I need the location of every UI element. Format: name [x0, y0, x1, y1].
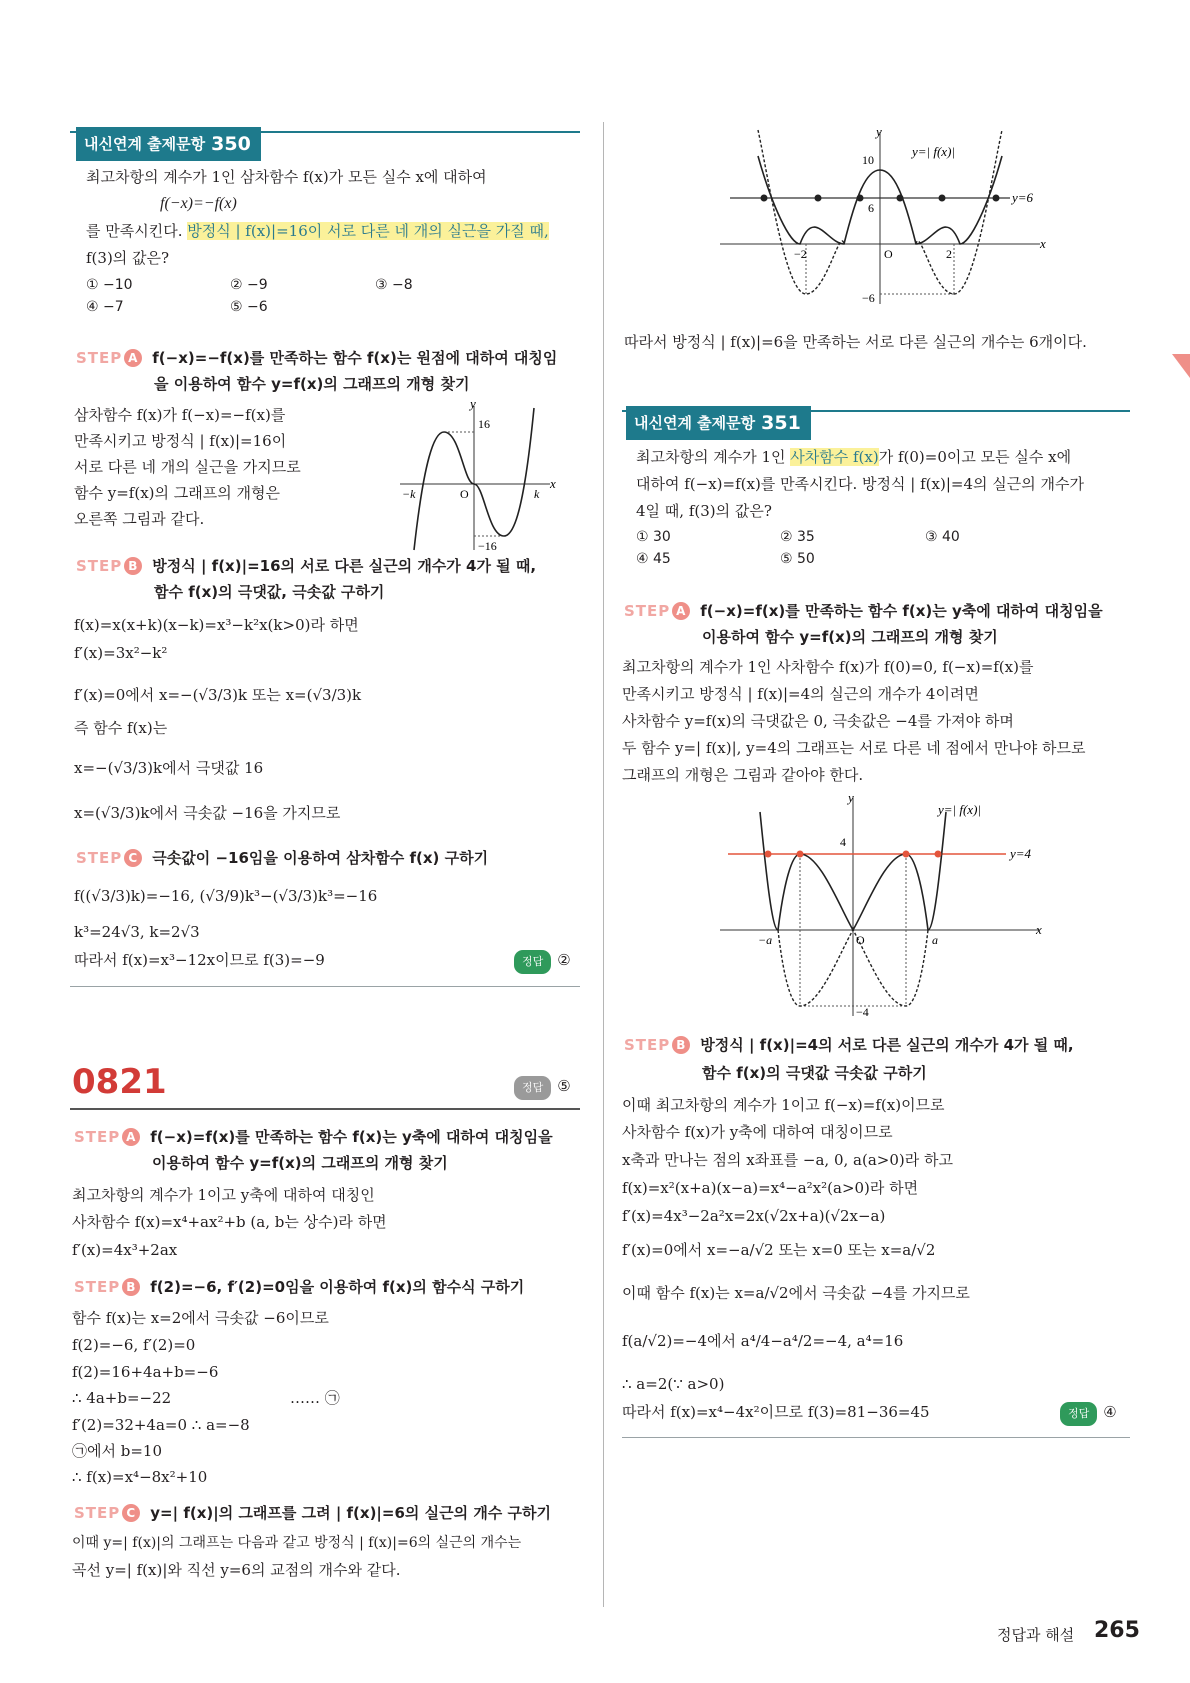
q0821-step-a-title [74, 1126, 553, 1147]
line-label: y=4 [1010, 846, 1032, 861]
q351-step-a-body-1: 최고차항의 계수가 1인 사차함수 f(x)가 f(0)=0, f(−x)=f(x)를 [622, 658, 1034, 676]
q351-step-b-title [624, 1034, 1074, 1055]
ref-tag-number: 350 [211, 133, 251, 155]
q350-step-a-body-2: 만족시키고 방정식 | f(x)|=16이 [74, 432, 287, 450]
q351-step-b-body-3: x축과 만나는 점의 x좌표를 −a, 0, a(a>0)라 하고 [622, 1151, 953, 1169]
q350-answer [514, 950, 571, 974]
intersection-point [897, 195, 904, 202]
y-axis-label: y [876, 126, 882, 139]
step-badge: STEP A [624, 602, 690, 620]
q350-step-a-body-4: 함수 y=f(x)의 그래프의 개형은 [74, 484, 280, 502]
q0821-step-c-body-1: 이때 y=| f(x)|의 그래프는 다음과 같고 방정식 | f(x)|=6의 실근의 개수는 [72, 1535, 522, 1551]
q350-step-a-body-3: 서로 다른 네 개의 실근을 가지므로 [74, 458, 301, 476]
y-axis-label: y [470, 400, 476, 411]
q351-step-b-body-4: f(x)=x²(x+a)(x−a)=x⁴−a²x²(a>0)라 하면 [622, 1179, 919, 1197]
intersection-point [993, 195, 1000, 202]
choice-2: ② −9 [230, 277, 268, 293]
q351-step-b-body-7: 이때 함수 f(x)는 x=a/√2에서 극솟값 −4를 가지므로 [622, 1284, 970, 1302]
q0821-step-b-body-6: ㉠에서 b=10 [72, 1442, 163, 1460]
choice-3: ③ 40 [925, 529, 960, 545]
q0821-step-a-body-3: f′(x)=4x³+2ax [72, 1241, 178, 1259]
footer-label: 정답과 해설 [997, 1626, 1075, 1644]
step-title: f(2)=−6, f′(2)=0임을 이용하여 f(x)의 함수식 구하기 [150, 1278, 525, 1296]
intersection-point [765, 851, 772, 858]
q351-step-a-title [624, 600, 1103, 621]
page-tab-marker [1172, 354, 1190, 378]
section-divider [70, 986, 580, 987]
intersection-point [815, 195, 822, 202]
step-title-line1: 방정식 | f(x)|=16의 서로 다른 실근의 개수가 4가 될 때, [152, 557, 537, 575]
answer-value: ⑤ [557, 1077, 571, 1095]
step-badge: STEP C [76, 849, 142, 867]
answer-badge: 정답 [514, 950, 551, 974]
origin-label: O [884, 247, 893, 261]
q351-step-a-body-3: 사차함수 y=f(x)의 극댓값은 0, 극솟값은 −4를 가져야 하며 [622, 712, 1014, 730]
choice-4: ④ 45 [636, 551, 671, 567]
tick-2: 2 [946, 247, 952, 261]
section-divider [622, 1437, 1130, 1438]
q0821-step-a-title2: 이용하여 함수 y=f(x)의 그래프의 개형 찾기 [152, 1154, 448, 1172]
q350-step-b-body-3: f′(x)=0에서 x=−(√3/3)k 또는 x=(√3/3)k [74, 686, 362, 704]
y-axis-label: y [848, 792, 854, 805]
q0821-step-c-title [74, 1502, 551, 1523]
problem-number: 0821 [72, 1062, 167, 1102]
q351-step-a-body-5: 그래프의 개형은 그림과 같아야 한다. [622, 766, 864, 784]
q0821-step-b-body-2: f(2)=−6, f′(2)=0 [72, 1336, 196, 1354]
q351-stem-highlight: 사차함수 f(x) [790, 448, 879, 466]
q0821-step-b-body-3: f(2)=16+4a+b=−6 [72, 1363, 219, 1381]
tick-minus6: −6 [862, 291, 875, 305]
q350-step-c-body-2: k³=24√3, k=2√3 [74, 923, 200, 941]
q351-stem-line3: 4일 때, f(3)의 값은? [636, 502, 772, 520]
q350-step-a-body-5: 오른쪽 그림과 같다. [74, 510, 205, 528]
q350-step-b-title [76, 555, 536, 576]
q350-step-b-body-6: x=(√3/3)k에서 극솟값 −16을 가지므로 [74, 804, 341, 822]
step-title-line1: f(−x)=f(x)를 만족하는 함수 f(x)는 y축에 대하여 대칭임을 [150, 1128, 553, 1146]
tick-10: 10 [862, 153, 874, 167]
q351-step-b-body-1: 이때 최고차항의 계수가 1이고 f(−x)=f(x)이므로 [622, 1096, 945, 1114]
abs-curve-label: y=| f(x)| [912, 144, 955, 159]
q0821-step-b-body-1: 함수 f(x)는 x=2에서 극솟값 −6이므로 [72, 1309, 329, 1327]
choice-1: ① 30 [636, 529, 671, 545]
step-badge: STEP C [74, 1504, 140, 1522]
q350-stem-equation: f(−x)=−f(x) [160, 195, 237, 212]
q350-step-a-title2: 을 이용하여 함수 y=f(x)의 그래프의 개형 찾기 [154, 375, 470, 393]
step-title: 극솟값이 −16임을 이용하여 삼차함수 f(x) 구하기 [152, 849, 489, 867]
equation-mark: …… ㉠ [290, 1389, 340, 1407]
tick-minus4: −4 [856, 1005, 869, 1018]
q351-stem-line2: 대하여 f(−x)=f(x)를 만족시킨다. 방정식 | f(x)|=4의 실근의 개수가 [636, 475, 1084, 493]
q0821-step-b-title [74, 1276, 524, 1297]
x-axis-label: x [1036, 922, 1042, 937]
q0821-step-a-body-2: 사차함수 f(x)=x⁴+ax²+b (a, b는 상수)라 하면 [72, 1213, 387, 1231]
ref-tag-350 [76, 127, 261, 161]
answer-badge: 정답 [514, 1076, 551, 1100]
column-divider [603, 122, 604, 1607]
q350-step-b-body-2: f′(x)=3x²−k² [74, 644, 168, 662]
q351-step-a-body-2: 만족시키고 방정식 | f(x)|=4의 실근의 개수가 4이려면 [622, 685, 979, 703]
q351-stem-line1-a: 최고차항의 계수가 1인 [636, 448, 791, 466]
cubic-graph [400, 400, 560, 552]
tick-minus16: −16 [478, 539, 497, 552]
q350-step-a-title [76, 347, 557, 368]
tick-minus2: −2 [794, 247, 807, 261]
intersection-point [903, 851, 910, 858]
step-title: y=| f(x)|의 그래프를 그려 | f(x)|=6의 실근의 개수 구하기 [150, 1504, 551, 1522]
origin-label: O [460, 487, 469, 501]
q350-step-a-body-1: 삼차함수 f(x)가 f(−x)=−f(x)를 [74, 406, 286, 424]
page-number: 265 [1094, 1618, 1140, 1643]
answer-value: ④ [1103, 1403, 1117, 1421]
ref-tag-prefix: 내신연계 출제문항 [84, 135, 206, 153]
step-badge: STEP A [74, 1128, 140, 1146]
q351-step-b-body-8: f(a/√2)=−4에서 a⁴/4−a⁴/2=−4, a⁴=16 [622, 1332, 904, 1350]
step-badge: STEP B [76, 557, 142, 575]
q0821-step-b-body-4: ∴ 4a+b=−22 [72, 1389, 172, 1407]
step-badge: STEP A [76, 349, 142, 367]
choice-5: ⑤ 50 [780, 551, 815, 567]
abs-quartic-graph-2 [720, 792, 1050, 1018]
q351-step-b-body-6: f′(x)=0에서 x=−a/√2 또는 x=0 또는 x=a/√2 [622, 1241, 936, 1259]
tick-a: a [932, 933, 938, 947]
tick-k: k [534, 487, 540, 501]
conclusion-0821: 따라서 방정식 | f(x)|=6을 만족하는 서로 다른 실근의 개수는 6개이다. [624, 333, 1087, 351]
tick-minus-k: −k [402, 487, 416, 501]
intersection-point [797, 851, 804, 858]
q0821-step-b-body-5: f′(2)=32+4a=0 ∴ a=−8 [72, 1416, 250, 1434]
abs-curve-label: y=| f(x)| [938, 802, 981, 817]
q0821-step-b-body-7: ∴ f(x)=x⁴−8x²+10 [72, 1468, 208, 1486]
step-title-line1: f(−x)=f(x)를 만족하는 함수 f(x)는 y축에 대하여 대칭임을 [700, 602, 1103, 620]
q350-stem-line2-plain: 를 만족시킨다. [86, 222, 188, 240]
q351-answer [1060, 1402, 1117, 1426]
answer-badge: 정답 [1060, 1402, 1097, 1426]
dashed-negative-left [758, 130, 844, 294]
line-label: y=6 [1012, 190, 1034, 205]
q350-step-b-body-4: 즉 함수 f(x)는 [74, 719, 168, 737]
step-badge: STEP B [624, 1036, 690, 1054]
choice-4: ④ −7 [86, 299, 124, 315]
q351-step-a-title2: 이용하여 함수 y=f(x)의 그래프의 개형 찾기 [702, 628, 998, 646]
q351-step-b-body-9: ∴ a=2(∵ a>0) [622, 1375, 725, 1393]
q0821-step-c-body-2: 곡선 y=| f(x)|와 직선 y=6의 교점의 개수와 같다. [72, 1561, 401, 1579]
step-badge: STEP B [74, 1278, 140, 1296]
abs-quartic-graph-1 [720, 126, 1050, 306]
q0821-step-a-body-1: 최고차항의 계수가 1이고 y축에 대하여 대칭인 [72, 1186, 375, 1204]
q351-step-b-body-5: f′(x)=4x³−2a²x=2x(√2x+a)(√2x−a) [622, 1207, 886, 1225]
q351-step-b-body-10: 따라서 f(x)=x⁴−4x²이므로 f(3)=81−36=45 [622, 1403, 930, 1421]
q350-step-c-title [76, 847, 488, 868]
ref-tag-prefix: 내신연계 출제문항 [634, 414, 756, 432]
tick-16: 16 [478, 417, 490, 431]
intersection-point [939, 195, 946, 202]
ref-tag-number: 351 [761, 412, 801, 434]
q351-step-b-title2: 함수 f(x)의 극댓값 극솟값 구하기 [702, 1064, 927, 1082]
step-title-line1: 방정식 | f(x)|=4의 서로 다른 실근의 개수가 4가 될 때, [700, 1036, 1074, 1054]
choice-3: ③ −8 [375, 277, 413, 293]
tick-4: 4 [840, 835, 846, 849]
intersection-point [761, 195, 768, 202]
q351-step-b-body-2: 사차함수 f(x)가 y축에 대하여 대칭이므로 [622, 1123, 893, 1141]
tick-minus-a: −a [758, 933, 773, 947]
q0821-answer [514, 1076, 571, 1100]
origin-label: O [856, 933, 865, 947]
answer-value: ② [557, 951, 571, 969]
x-axis-label: x [550, 476, 556, 491]
q350-step-b-body-1: f(x)=x(x+k)(x−k)=x³−k²x(k>0)라 하면 [74, 616, 359, 634]
intersection-point [935, 851, 942, 858]
q350-step-c-body-3: 따라서 f(x)=x³−12x이므로 f(3)=−9 [74, 951, 325, 969]
q351-stem-line1-b: 가 f(0)=0이고 모든 실수 x에 [878, 448, 1072, 466]
choice-5: ⑤ −6 [230, 299, 268, 315]
q351-stem-line1 [636, 447, 1071, 467]
q350-stem-line1: 최고차항의 계수가 1인 삼차함수 f(x)가 모든 실수 x에 대하여 [86, 168, 487, 186]
x-axis-label: x [1040, 236, 1046, 251]
q350-step-c-body-1: f((√3/3)k)=−16, (√3/9)k³−(√3/3)k³=−16 [74, 887, 378, 905]
choice-1: ① −10 [86, 277, 133, 293]
q350-step-b-title2: 함수 f(x)의 극댓값, 극솟값 구하기 [154, 583, 385, 601]
q350-stem-highlight: 방정식 | f(x)|=16이 서로 다른 네 개의 실근을 가질 때, [187, 222, 549, 240]
q350-step-b-body-5: x=−(√3/3)k에서 극댓값 16 [74, 759, 264, 777]
q351-step-a-body-4: 두 함수 y=| f(x)|, y=4의 그래프는 서로 다른 네 점에서 만나야 하므로 [622, 739, 1086, 757]
q350-stem-line3: f(3)의 값은? [86, 249, 170, 267]
ref-tag-351 [626, 406, 811, 440]
intersection-point [857, 195, 864, 202]
choice-2: ② 35 [780, 529, 815, 545]
problem-rule [70, 1108, 580, 1110]
q350-stem-line2 [86, 221, 549, 241]
step-title-line1: f(−x)=−f(x)를 만족하는 함수 f(x)는 원점에 대하여 대칭임 [152, 349, 558, 367]
tick-6: 6 [868, 201, 874, 215]
